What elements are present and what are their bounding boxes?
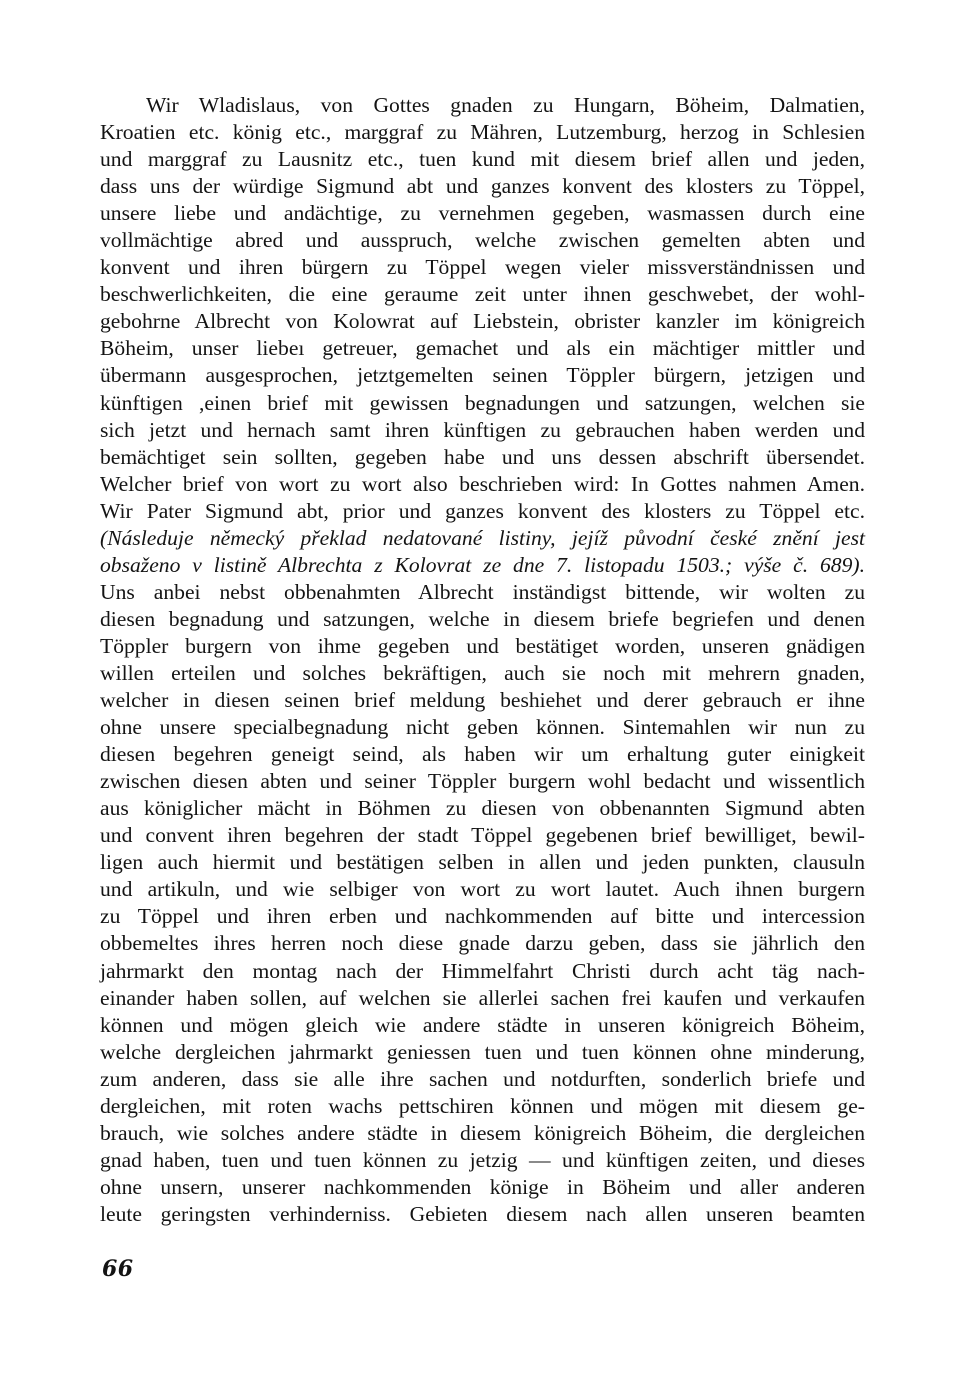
text-line: und marggraf zu Lausnitz etc., tuen kund mit diesem brief allen und jeden, bbox=[100, 147, 865, 172]
text-line: leute geringsten verhinderniss. Gebieten diesem nach allen unseren beamten bbox=[100, 1201, 865, 1226]
text-line: zu Töppel und ihren erben und nachkommenden auf bitte und intercession bbox=[100, 904, 865, 929]
text-line: können und mögen gleich wie andere städte in unseren königreich Böheim, bbox=[100, 1012, 865, 1037]
text-line: brauch, wie solches andere städte in diesem königreich Böheim, die dergleichen bbox=[100, 1120, 865, 1145]
text-line: obbemeltes ihres herren noch diese gnade darzu geben, dass sie jährlich den bbox=[100, 931, 865, 956]
text-line: zum anderen, dass sie alle ihre sachen und notdurften, sonderlich briefe und bbox=[100, 1066, 865, 1091]
editorial-note-line: obsaženo v listině Albrechta z Kolovrat ze dne 7. listopadu 1503.; výše č. 689). bbox=[100, 552, 865, 577]
text-line: künftigen ,einen brief mit gewissen begnadungen und satzungen, welchen sie bbox=[100, 390, 865, 415]
text-line: gnad haben, tuen und tuen können zu jetzig — und künftigen zeiten, und dieses bbox=[100, 1147, 865, 1172]
editorial-note-line: (Následuje německý překlad nedatované listiny, jejíž původní české znění jest bbox=[100, 525, 865, 550]
text-line: gebohrne Albrecht von Kolowrat auf Liebstein, obrister kanzler im königreich bbox=[100, 309, 865, 334]
text-line: und artikuln, und wie selbiger von wort zu wort lautet. Auch ihnen burgern bbox=[100, 877, 865, 902]
text-line: Kroatien etc. könig etc., marggraf zu Mähren, Lutzemburg, herzog in Schlesien bbox=[100, 120, 865, 145]
document-page bbox=[100, 92, 865, 1228]
page-number: 66 bbox=[102, 1256, 134, 1282]
text-line: diesen begnadung und satzungen, welche in diesem briefe begriefen und denen bbox=[100, 606, 865, 631]
text-line: und convent ihren begehren der stadt Töppel gegebenen brief bewilliget, bewil- bbox=[100, 823, 865, 848]
text-line: übermann ausgesprochen, jetztgemelten seinen Töppler bürgern, jetzigen und bbox=[100, 363, 865, 388]
text-line: Töppler burgern von ihme gegeben und bestätiget worden, unseren gnädigen bbox=[100, 633, 865, 658]
text-line: sich jetzt und hernach samt ihren künftigen zu gebrauchen haben werden und bbox=[100, 417, 865, 442]
text-line: Böheim, unser liebeı getreuer, gemachet und als ein mächtiger mittler und bbox=[100, 336, 865, 361]
text-line: Welcher brief von wort zu wort also beschrieben wird: In Gottes nahmen Amen. bbox=[100, 471, 865, 496]
text-line: vollmächtige abred und ausspruch, welche zwischen gemelten abten und bbox=[100, 228, 865, 253]
text-line: welcher in diesen seinen brief meldung beshiehet und derer gebrauch er ihne bbox=[100, 688, 865, 713]
text-line: ohne unsern, unserer nachkommenden könige in Böheim und aller anderen bbox=[100, 1174, 865, 1199]
text-line: willen erteilen und solches bekräftigen, auch sie noch mit mehrern gnaden, bbox=[100, 660, 865, 685]
text-line: dass uns der würdige Sigmund abt und ganzes konvent des klosters zu Töppel, bbox=[100, 174, 865, 199]
text-line: jahrmarkt den montag nach der Himmelfahrt Christi durch acht täg nach- bbox=[100, 958, 865, 983]
text-line: bemächtiget sein sollten, gegeben habe und uns dessen abschrift übersendet. bbox=[100, 444, 865, 469]
text-line: diesen begehren geneigt seind, als haben wir um erhaltung guter einigkeit bbox=[100, 742, 865, 767]
text-line: ligen auch hiermit und bestätigen selben in allen und jeden punkten, clausuln bbox=[100, 850, 865, 875]
document-body bbox=[100, 92, 865, 1228]
text-line: aus königlicher mächt in Böhmen zu diesen von obbenannten Sigmund abten bbox=[100, 796, 865, 821]
text-line: Wir Pater Sigmund abt, prior und ganzes konvent des klosters zu Töppel etc. bbox=[100, 498, 865, 523]
text-line: unsere liebe und andächtige, zu vernehmen gegeben, wasmassen durch eine bbox=[100, 201, 865, 226]
text-line: Uns anbei nebst obbenahmten Albrecht inständigst bittende, wir wolten zu bbox=[100, 579, 865, 604]
text-line: welche dergleichen jahrmarkt geniessen tuen und tuen können ohne minderung, bbox=[100, 1039, 865, 1064]
text-line: dergleichen, mit roten wachs pettschiren können und mögen mit diesem ge- bbox=[100, 1093, 865, 1118]
text-line: beschwerlichkeiten, die eine geraume zeit unter ihnen geschwebet, der wohl- bbox=[100, 282, 865, 307]
text-line: einander haben sollen, auf welchen sie allerlei sachen frei kaufen und verkaufen bbox=[100, 985, 865, 1010]
text-line: konvent und ihren bürgern zu Töppel wegen vieler missverständnissen und bbox=[100, 255, 865, 280]
text-line: ohne unsere specialbegnadung nicht geben können. Sintemahlen wir nun zu bbox=[100, 715, 865, 740]
text-line: zwischen diesen abten und seiner Töppler burgern wohl bedacht und wissentlich bbox=[100, 769, 865, 794]
text-line: Wir Wladislaus, von Gottes gnaden zu Hungarn, Böheim, Dalmatien, bbox=[146, 93, 865, 117]
